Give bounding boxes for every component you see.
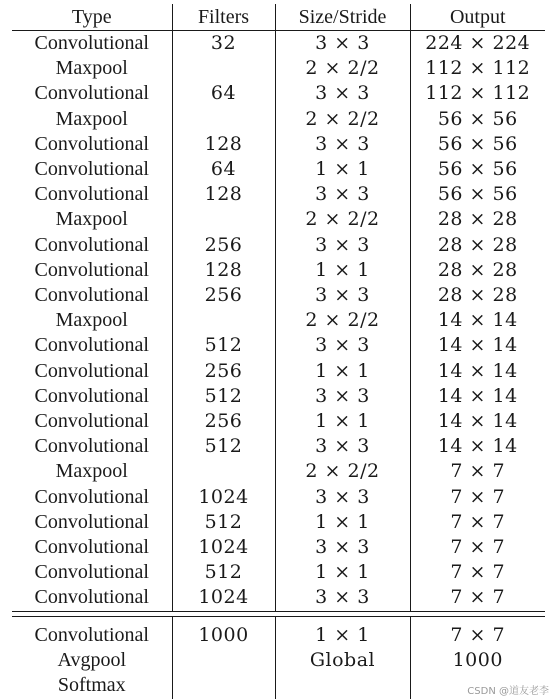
cell-size-stride: 2 × 2/2 — [275, 56, 410, 81]
table-row — [12, 535, 545, 560]
cell-output: 14 × 14 — [410, 308, 545, 333]
cell-output: 14 × 14 — [410, 384, 545, 409]
cell-filters: 32 — [172, 31, 275, 57]
network-architecture-table — [12, 4, 545, 699]
cell-output: 14 × 14 — [410, 434, 545, 459]
cell-type: Convolutional — [34, 623, 149, 646]
watermark-text: CSDN @道友老李 — [467, 686, 549, 697]
cell-type: Maxpool — [55, 107, 128, 130]
cell-output: 14 × 14 — [410, 409, 545, 434]
table-row — [12, 585, 545, 611]
cell-output: 7 × 7 — [410, 459, 545, 484]
cell-filters — [172, 673, 275, 699]
table-row — [12, 673, 545, 699]
table-row — [12, 384, 545, 409]
header-filters: Filters — [172, 4, 275, 31]
cell-filters: 128 — [172, 132, 275, 157]
cell-output: 112 × 112 — [410, 56, 545, 81]
cell-filters — [172, 459, 275, 484]
cell-filters: 256 — [172, 359, 275, 384]
cell-filters: 256 — [172, 233, 275, 258]
cell-type: Convolutional — [34, 233, 149, 256]
cell-size-stride: 1 × 1 — [275, 510, 410, 535]
table-row — [12, 81, 545, 106]
table-body-tail — [12, 616, 545, 699]
cell-output: 7 × 7 — [410, 560, 545, 585]
cell-filters — [172, 648, 275, 673]
cell-size-stride: 2 × 2/2 — [275, 107, 410, 132]
table-row — [12, 233, 545, 258]
cell-filters: 1000 — [172, 616, 275, 648]
header-type: Type — [12, 4, 172, 31]
cell-size-stride: 2 × 2/2 — [275, 207, 410, 232]
cell-size-stride — [275, 673, 410, 699]
cell-size-stride: 3 × 3 — [275, 333, 410, 358]
cell-output: 7 × 7 — [410, 616, 545, 648]
cell-type: Softmax — [57, 674, 126, 697]
cell-size-stride: 3 × 3 — [275, 585, 410, 611]
cell-type: Convolutional — [12, 585, 172, 611]
cell-size-stride: 3 × 3 — [275, 182, 410, 207]
header-output: Output — [410, 4, 545, 31]
cell-filters: 512 — [172, 510, 275, 535]
cell-size-stride: 3 × 3 — [275, 384, 410, 409]
cell-filters: 64 — [172, 81, 275, 106]
cell-output: 224 × 224 — [410, 31, 545, 57]
table-row — [12, 648, 545, 673]
cell-type: Maxpool — [55, 460, 128, 483]
cell-filters: 256 — [172, 283, 275, 308]
cell-size-stride: 3 × 3 — [275, 132, 410, 157]
table-row — [12, 333, 545, 358]
cell-filters: 512 — [172, 333, 275, 358]
cell-type: Convolutional — [34, 258, 149, 281]
table-row — [12, 560, 545, 585]
cell-type: Convolutional — [34, 410, 149, 433]
cell-type: Avgpool — [57, 648, 126, 671]
cell-type: Convolutional — [34, 561, 149, 584]
cell-output: 56 × 56 — [410, 107, 545, 132]
cell-size-stride: 1 × 1 — [275, 560, 410, 585]
cell-output: 1000 — [410, 648, 545, 673]
cell-output: 7 × 7 — [410, 510, 545, 535]
table-row — [12, 182, 545, 207]
cell-type: Convolutional — [34, 485, 149, 508]
cell-filters — [172, 207, 275, 232]
cell-output: 14 × 14 — [410, 359, 545, 384]
cell-output: 7 × 7 — [410, 485, 545, 510]
table-row — [12, 616, 545, 648]
cell-type: Convolutional — [34, 183, 149, 206]
cell-type: Maxpool — [55, 57, 128, 80]
cell-filters: 512 — [172, 560, 275, 585]
table-row — [12, 56, 545, 81]
cell-filters: 64 — [172, 157, 275, 182]
cell-size-stride: Global — [275, 648, 410, 673]
cell-size-stride: 3 × 3 — [275, 31, 410, 57]
cell-type: Convolutional — [34, 32, 149, 54]
cell-size-stride: 3 × 3 — [275, 283, 410, 308]
cell-output: 56 × 56 — [410, 132, 545, 157]
cell-filters: 128 — [172, 182, 275, 207]
table-row — [12, 207, 545, 232]
table-row — [12, 459, 545, 484]
cell-size-stride: 3 × 3 — [275, 81, 410, 106]
cell-size-stride: 3 × 3 — [275, 485, 410, 510]
cell-type: Convolutional — [34, 284, 149, 307]
cell-filters — [172, 107, 275, 132]
cell-filters — [172, 308, 275, 333]
cell-size-stride: 1 × 1 — [275, 258, 410, 283]
cell-filters — [172, 56, 275, 81]
cell-filters: 1024 — [172, 535, 275, 560]
cell-size-stride: 2 × 2/2 — [275, 308, 410, 333]
table-row — [12, 510, 545, 535]
table-row — [12, 157, 545, 182]
cell-filters: 1024 — [172, 585, 275, 611]
cell-filters: 512 — [172, 384, 275, 409]
table-row — [12, 31, 545, 57]
table-header — [12, 4, 545, 31]
cell-size-stride: 2 × 2/2 — [275, 459, 410, 484]
cell-size-stride: 3 × 3 — [275, 434, 410, 459]
cell-size-stride: 1 × 1 — [275, 157, 410, 182]
cell-size-stride: 1 × 1 — [275, 616, 410, 648]
cell-output: 56 × 56 — [410, 157, 545, 182]
cell-type: Convolutional — [34, 536, 149, 559]
cell-filters: 1024 — [172, 485, 275, 510]
cell-output: 28 × 28 — [410, 258, 545, 283]
cell-size-stride: 3 × 3 — [275, 233, 410, 258]
cell-size-stride: 1 × 1 — [275, 359, 410, 384]
table-row — [12, 485, 545, 510]
table-row — [12, 283, 545, 308]
cell-type: Convolutional — [34, 82, 149, 105]
cell-size-stride: 1 × 1 — [275, 409, 410, 434]
header-size-stride: Size/Stride — [275, 4, 410, 31]
cell-filters: 128 — [172, 258, 275, 283]
cell-filters: 256 — [172, 409, 275, 434]
table-row — [12, 359, 545, 384]
cell-filters: 512 — [172, 434, 275, 459]
cell-output: 7 × 7 — [410, 585, 545, 611]
cell-output: 56 × 56 — [410, 182, 545, 207]
cell-type: Convolutional — [34, 359, 149, 382]
cell-type: Convolutional — [34, 510, 149, 533]
cell-type: Convolutional — [34, 132, 149, 155]
cell-output: 28 × 28 — [410, 207, 545, 232]
cell-type: Convolutional — [34, 334, 149, 357]
cell-type: Convolutional — [34, 384, 149, 407]
table-row — [12, 409, 545, 434]
cell-type: Convolutional — [34, 158, 149, 181]
cell-output: 7 × 7 — [410, 535, 545, 560]
table-row — [12, 434, 545, 459]
cell-size-stride: 3 × 3 — [275, 535, 410, 560]
cell-output: 28 × 28 — [410, 283, 545, 308]
cell-output: 112 × 112 — [410, 81, 545, 106]
cell-type: Maxpool — [55, 309, 128, 332]
cell-output: 14 × 14 — [410, 333, 545, 358]
cell-type: Maxpool — [55, 208, 128, 231]
cell-output: 28 × 28 — [410, 233, 545, 258]
table-row — [12, 308, 545, 333]
layer-table-container — [12, 4, 545, 699]
table-row — [12, 132, 545, 157]
header-row — [12, 4, 545, 31]
table-body-main — [12, 31, 545, 612]
table-row — [12, 107, 545, 132]
cell-type: Convolutional — [34, 435, 149, 458]
table-row — [12, 258, 545, 283]
